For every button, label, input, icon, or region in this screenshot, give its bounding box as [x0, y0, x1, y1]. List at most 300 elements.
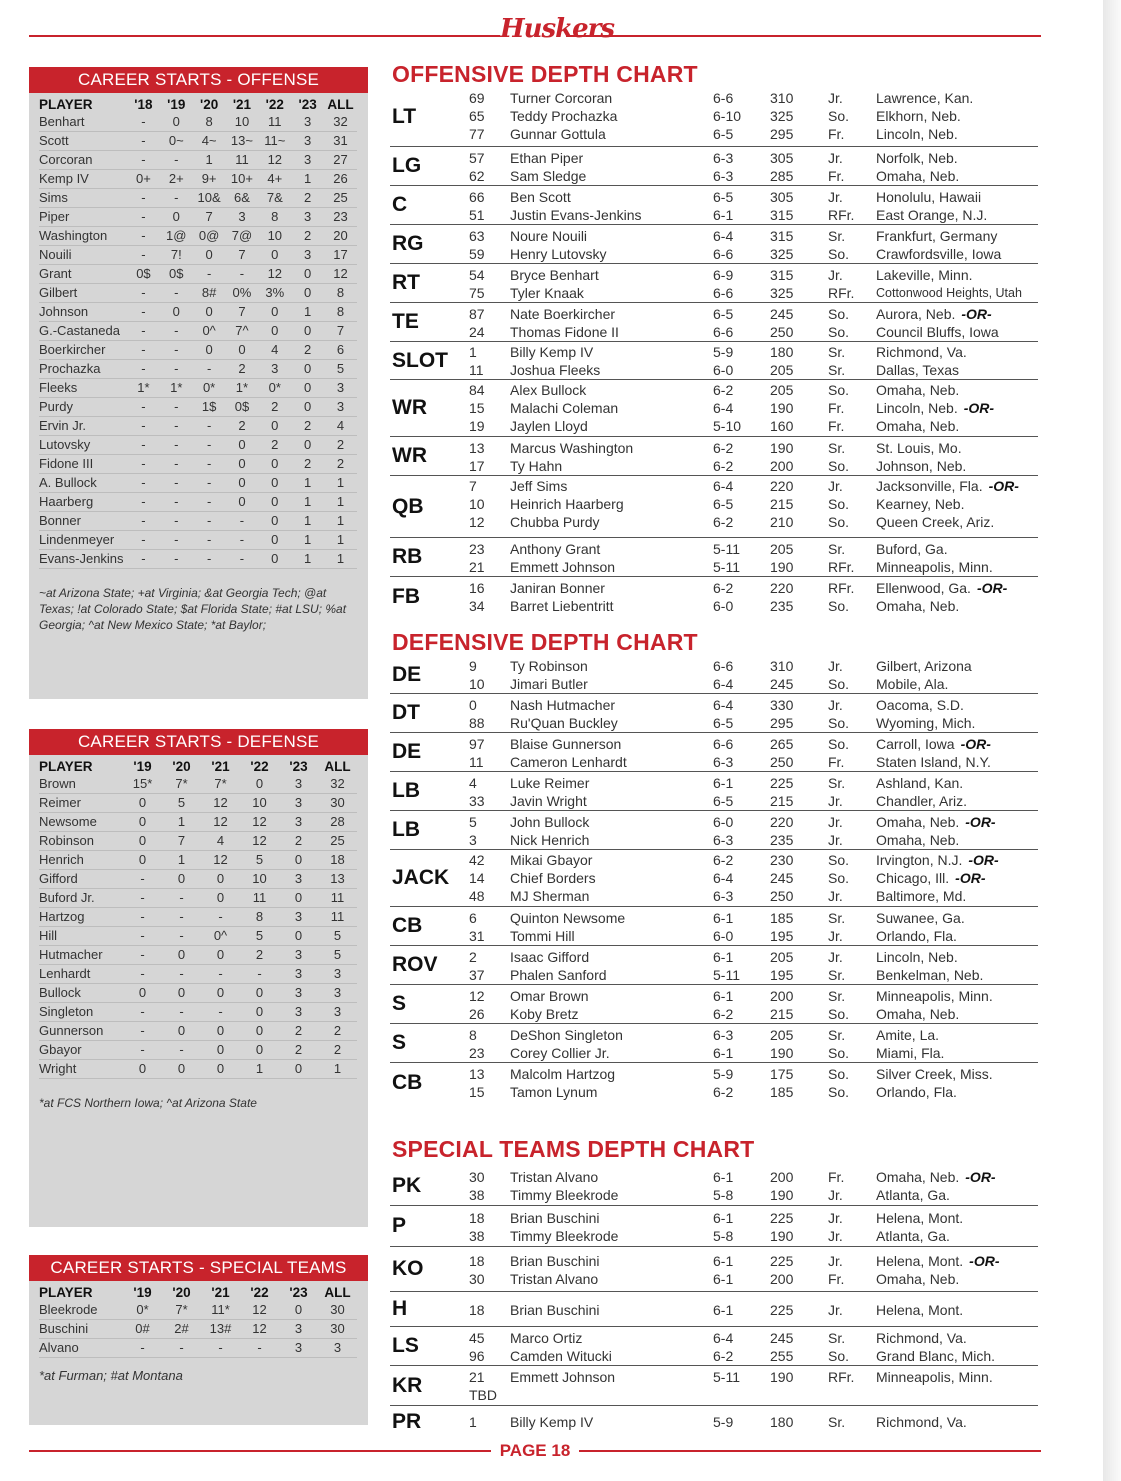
player-name: Tyler Knaak — [510, 285, 584, 301]
hometown: Ashland, Kan. — [876, 775, 964, 791]
season-column-header: '19 — [133, 1285, 152, 1300]
table-row — [39, 1041, 357, 1060]
position-label: RT — [392, 271, 420, 294]
height: 6-5 — [713, 306, 734, 322]
player-row — [390, 1368, 1038, 1386]
player-name: Billy Kemp IV — [510, 1414, 594, 1430]
starts-cell: 11 — [318, 908, 357, 927]
jersey-number: 75 — [469, 285, 485, 301]
player-name-cell: Lenhardt — [39, 965, 123, 984]
starts-cell: 4~ — [193, 132, 226, 151]
starts-cell: 0 — [193, 246, 226, 265]
starts-cell: 3 — [279, 965, 318, 984]
weight: 220 — [770, 478, 794, 494]
player-name: Nash Hutmacher — [510, 697, 616, 713]
starts-cell: 7@ — [226, 227, 259, 246]
player-row — [390, 927, 1038, 945]
jersey-number: 84 — [469, 382, 485, 398]
table-row — [39, 908, 357, 927]
season-column-header: '20 — [199, 97, 219, 112]
height: 6-1 — [713, 949, 734, 965]
starts-cell: - — [160, 322, 193, 341]
hometown: Lincoln, Neb. — [876, 949, 958, 965]
starts-cell: 12 — [201, 851, 240, 870]
class-year: So. — [828, 324, 850, 340]
starts-cell: 11 — [240, 889, 279, 908]
player-name-cell: Robinson — [39, 832, 123, 851]
starts-cell: 3 — [291, 113, 324, 132]
starts-cell: 8# — [193, 284, 226, 303]
starts-cell: 30 — [318, 1301, 357, 1320]
special-teams-depth-chart-title: SPECIAL TEAMS DEPTH CHART — [392, 1136, 755, 1162]
jersey-number: 9 — [469, 658, 477, 674]
season-column-header: '23 — [298, 97, 317, 112]
starts-cell: 0 — [226, 474, 259, 493]
starts-cell: 1 — [162, 813, 201, 832]
hometown: Council Bluffs, Iowa — [876, 324, 999, 340]
starts-cell: 0 — [193, 303, 226, 322]
weight: 190 — [770, 559, 794, 575]
player-name: Emmett Johnson — [510, 559, 616, 575]
player-name-cell: Haarberg — [39, 493, 127, 512]
class-year: So. — [828, 676, 850, 692]
starts-cell: 5 — [318, 946, 357, 965]
starts-cell: - — [193, 493, 226, 512]
starts-cell: 9+ — [193, 170, 226, 189]
player-column-header: PLAYER — [39, 759, 93, 774]
player-name: MJ Sherman — [510, 888, 590, 904]
position-group — [390, 1024, 1038, 1063]
class-year: Fr. — [828, 400, 845, 416]
starts-cell: 3 — [279, 794, 318, 813]
starts-cell: 0 — [279, 1060, 318, 1079]
starts-cell: - — [127, 151, 160, 170]
starts-cell: 0* — [258, 379, 291, 398]
jersey-number: 57 — [469, 150, 485, 166]
jersey-number: 63 — [469, 228, 485, 244]
starts-cell: 3 — [318, 965, 357, 984]
class-year: Jr. — [828, 832, 843, 848]
starts-cell: 11~ — [258, 132, 291, 151]
hometown: Lincoln, Neb. — [876, 126, 958, 142]
class-year: So. — [828, 1348, 850, 1364]
starts-cell: - — [226, 512, 259, 531]
starts-cell: 0 — [258, 322, 291, 341]
starts-cell: 10& — [193, 189, 226, 208]
player-name: Brian Buschini — [510, 1210, 600, 1226]
starts-cell: 3 — [291, 246, 324, 265]
starts-cell: - — [162, 927, 201, 946]
player-name-cell: Nouili — [39, 246, 127, 265]
jersey-number: 18 — [469, 1210, 485, 1226]
class-year: Sr. — [828, 988, 846, 1004]
height: 6-5 — [713, 126, 734, 142]
starts-cell: 0 — [291, 436, 324, 455]
starts-cell: - — [160, 550, 193, 569]
player-name-cell: Singleton — [39, 1003, 123, 1022]
player-name-cell: Prochazka — [39, 360, 127, 379]
position-label: DE — [392, 740, 422, 763]
starts-cell: 3 — [279, 908, 318, 927]
class-year: RFr. — [828, 559, 855, 575]
jersey-number: 12 — [469, 514, 485, 530]
weight: 210 — [770, 514, 794, 530]
hometown: Helena, Mont. — [876, 1253, 964, 1269]
starts-cell: 13# — [201, 1320, 240, 1339]
player-name: Turner Corcoran — [510, 90, 613, 106]
player-name: Heinrich Haarberg — [510, 496, 624, 512]
starts-cell: - — [160, 360, 193, 379]
player-name: Tommi Hill — [510, 928, 575, 944]
player-name: Jimari Butler — [510, 676, 588, 692]
starts-cell: 27 — [324, 151, 357, 170]
height: 6-0 — [713, 928, 734, 944]
position-label: RG — [392, 232, 424, 255]
starts-cell: 1 — [324, 512, 357, 531]
position-label: CB — [392, 1071, 423, 1094]
height: 5-9 — [713, 1414, 734, 1430]
jersey-number: 5 — [469, 814, 477, 830]
starts-cell: - — [160, 436, 193, 455]
starts-cell: - — [127, 132, 160, 151]
height: 6-5 — [713, 715, 734, 731]
starts-cell: 0 — [279, 927, 318, 946]
starts-cell: 1 — [324, 474, 357, 493]
starts-cell: 0* — [193, 379, 226, 398]
table-row — [39, 965, 357, 984]
player-row — [390, 987, 1038, 1005]
class-year: Fr. — [828, 1271, 845, 1287]
starts-cell: 0 — [201, 889, 240, 908]
career-starts-offense-table — [39, 93, 357, 569]
height: 5-10 — [713, 418, 742, 434]
player-name: Koby Bretz — [510, 1006, 579, 1022]
position-label: RB — [392, 545, 423, 568]
season-column-header: '19 — [133, 759, 152, 774]
jersey-number: 96 — [469, 1348, 485, 1364]
hometown: Kearney, Neb. — [876, 496, 965, 512]
jersey-number: 3 — [469, 832, 477, 848]
height: 5-9 — [713, 1066, 734, 1082]
position-label: C — [392, 193, 408, 216]
starts-cell: 0 — [258, 303, 291, 322]
starts-cell: 1$ — [193, 398, 226, 417]
weight: 220 — [770, 814, 794, 830]
hometown: Suwanee, Ga. — [876, 910, 965, 926]
weight: 225 — [770, 1253, 794, 1269]
player-row — [390, 245, 1038, 263]
hometown: Omaha, Neb. — [876, 1271, 960, 1287]
starts-cell: 2 — [279, 832, 318, 851]
player-name-cell: Hill — [39, 927, 123, 946]
table-row — [39, 417, 357, 436]
or-label: -OR- — [955, 870, 986, 886]
position-label: H — [392, 1297, 408, 1320]
jersey-number: 21 — [469, 559, 485, 575]
starts-cell: 0 — [258, 246, 291, 265]
starts-cell: 30 — [318, 1320, 357, 1339]
player-row — [390, 966, 1038, 984]
weight: 315 — [770, 207, 794, 223]
height: 5-11 — [713, 541, 740, 557]
height: 6-1 — [713, 775, 734, 791]
starts-cell: 1 — [240, 1060, 279, 1079]
height: 6-1 — [713, 1169, 734, 1185]
player-name: Phalen Sanford — [510, 967, 607, 983]
player-row — [390, 284, 1038, 302]
height: 6-2 — [713, 514, 734, 530]
jersey-number: 14 — [469, 870, 485, 886]
jersey-number: 26 — [469, 1006, 485, 1022]
hometown: Amite, La. — [876, 1027, 940, 1043]
starts-cell: 5 — [240, 851, 279, 870]
starts-cell: 8 — [324, 303, 357, 322]
player-row — [390, 89, 1038, 107]
hometown: Chandler, Ariz. — [876, 793, 968, 809]
height: 6-0 — [713, 598, 734, 614]
class-year: So. — [828, 1045, 850, 1061]
player-name: Blaise Gunnerson — [510, 736, 622, 752]
player-row — [390, 1347, 1038, 1365]
starts-cell: 0 — [160, 303, 193, 322]
position-label: LS — [392, 1334, 419, 1357]
weight: 310 — [770, 658, 794, 674]
position-label: PR — [392, 1410, 422, 1433]
starts-cell: 0 — [193, 341, 226, 360]
starts-cell: - — [127, 512, 160, 531]
jersey-number: 48 — [469, 888, 485, 904]
starts-cell: - — [127, 417, 160, 436]
career-starts-defense-panel — [29, 729, 368, 1227]
starts-cell: 0 — [258, 531, 291, 550]
class-year: Jr. — [828, 658, 843, 674]
jersey-number: 17 — [469, 458, 485, 474]
height: 5-11 — [713, 1369, 740, 1385]
weight: 195 — [770, 967, 794, 983]
player-name-cell: Gbayor — [39, 1041, 123, 1060]
position-label: WR — [392, 396, 427, 419]
class-year: RFr. — [828, 1369, 855, 1385]
hometown: Omaha, Neb. — [876, 1006, 960, 1022]
table-row — [39, 322, 357, 341]
player-name: Jaylen Lloyd — [510, 418, 588, 434]
starts-cell: 0 — [279, 851, 318, 870]
class-year: So. — [828, 108, 850, 124]
hometown: Buford, Ga. — [876, 541, 948, 557]
table-row — [39, 550, 357, 569]
player-row — [390, 851, 1038, 869]
player-row — [390, 266, 1038, 284]
hometown: Elkhorn, Neb. — [876, 108, 961, 124]
table-row — [39, 794, 357, 813]
jersey-number: 88 — [469, 715, 485, 731]
starts-cell: - — [193, 265, 226, 284]
starts-cell: 7& — [258, 189, 291, 208]
weight: 190 — [770, 1187, 794, 1203]
table-row — [39, 512, 357, 531]
table-row — [39, 284, 357, 303]
starts-cell: 5 — [240, 927, 279, 946]
class-year: Jr. — [828, 1228, 843, 1244]
weight: 310 — [770, 90, 794, 106]
weight: 245 — [770, 1330, 794, 1346]
height: 6-10 — [713, 108, 742, 124]
player-name: Joshua Fleeks — [510, 362, 601, 378]
class-year: So. — [828, 1084, 850, 1100]
player-row — [390, 1005, 1038, 1023]
table-row — [39, 379, 357, 398]
starts-cell: 0 — [291, 265, 324, 284]
weight: 160 — [770, 418, 794, 434]
class-year: So. — [828, 382, 850, 398]
position-label: KR — [392, 1373, 423, 1397]
starts-cell: 12 — [240, 1320, 279, 1339]
starts-cell: 3 — [318, 1339, 357, 1358]
height: 6-2 — [713, 1084, 734, 1100]
starts-cell: 8 — [240, 908, 279, 927]
table-row — [39, 851, 357, 870]
starts-cell: 0* — [123, 1301, 162, 1320]
starts-cell: 0 — [162, 984, 201, 1003]
career-starts-special-title: CAREER STARTS - SPECIAL TEAMS — [29, 1255, 368, 1281]
starts-cell: 0^ — [201, 927, 240, 946]
player-name: Ru'Quan Buckley — [510, 715, 618, 731]
starts-cell: - — [226, 531, 259, 550]
starts-cell: 2 — [258, 398, 291, 417]
season-column-header: '22 — [250, 1285, 269, 1300]
player-row — [390, 735, 1038, 753]
starts-cell: - — [162, 889, 201, 908]
player-name: Chubba Purdy — [510, 514, 600, 530]
class-year: Jr. — [828, 814, 843, 830]
jersey-number: 18 — [469, 1253, 485, 1269]
player-row — [390, 558, 1038, 576]
starts-cell: 12 — [201, 794, 240, 813]
weight: 215 — [770, 1006, 794, 1022]
weight: 245 — [770, 676, 794, 692]
position-group — [390, 147, 1038, 186]
jersey-number: 30 — [469, 1169, 485, 1185]
starts-cell: 1 — [291, 170, 324, 189]
player-row — [390, 813, 1038, 831]
position-group — [390, 1366, 1038, 1406]
hometown: Orlando, Fla. — [876, 928, 957, 944]
starts-cell: 3% — [258, 284, 291, 303]
jersey-number: 69 — [469, 90, 485, 106]
starts-cell: 0 — [258, 512, 291, 531]
player-row — [390, 579, 1038, 597]
table-row — [39, 1339, 357, 1358]
player-row — [390, 417, 1038, 435]
hometown: Richmond, Va. — [876, 1414, 967, 1430]
starts-cell: 3 — [324, 398, 357, 417]
starts-cell: 7* — [162, 775, 201, 794]
hometown: Wyoming, Mich. — [876, 715, 976, 731]
or-label: -OR- — [963, 400, 995, 416]
starts-cell: 7 — [226, 246, 259, 265]
starts-cell: 1 — [324, 550, 357, 569]
player-row — [390, 696, 1038, 714]
hometown: Norfolk, Neb. — [876, 150, 958, 166]
starts-cell: 31 — [324, 132, 357, 151]
height: 6-2 — [713, 458, 734, 474]
player-name-cell: Hartzog — [39, 908, 123, 927]
height: 6-3 — [713, 832, 734, 848]
starts-cell: 32 — [318, 775, 357, 794]
starts-cell: - — [160, 417, 193, 436]
season-column-header: ALL — [324, 1285, 351, 1300]
player-name-cell: Boerkircher — [39, 341, 127, 360]
season-column-header: ALL — [327, 97, 354, 112]
or-label: -OR- — [961, 306, 992, 322]
jersey-number: 12 — [469, 988, 485, 1004]
starts-cell: - — [127, 208, 160, 227]
starts-cell: 7 — [162, 832, 201, 851]
player-row — [390, 1227, 1038, 1245]
player-row — [390, 657, 1038, 675]
starts-cell: - — [240, 965, 279, 984]
position-group — [390, 476, 1038, 538]
starts-cell: 0+ — [127, 170, 160, 189]
class-year: So. — [828, 458, 850, 474]
table-row — [39, 1003, 357, 1022]
player-name-cell: Washington — [39, 227, 127, 246]
position-label: LT — [392, 105, 417, 128]
starts-cell: 0 — [123, 851, 162, 870]
starts-cell: 0 — [240, 1041, 279, 1060]
starts-cell: 0 — [258, 493, 291, 512]
starts-cell: - — [201, 965, 240, 984]
jersey-number: 11 — [469, 754, 484, 770]
class-year: Fr. — [828, 754, 845, 770]
starts-cell: 3 — [226, 208, 259, 227]
height: 6-0 — [713, 362, 734, 378]
weight: 250 — [770, 754, 794, 770]
starts-cell: 0 — [291, 398, 324, 417]
class-year: Sr. — [828, 228, 846, 244]
player-name: Luke Reimer — [510, 775, 590, 791]
table-row — [39, 889, 357, 908]
starts-cell: 5 — [318, 927, 357, 946]
jersey-number: 13 — [469, 440, 485, 456]
player-row — [390, 887, 1038, 905]
jersey-number: 97 — [469, 736, 485, 752]
weight: 200 — [770, 988, 794, 1004]
player-name-cell: G.-Castaneda — [39, 322, 127, 341]
starts-cell: 10 — [240, 870, 279, 889]
starts-cell: 1 — [291, 512, 324, 531]
table-row — [39, 984, 357, 1003]
player-name: Malcolm Hartzog — [510, 1066, 616, 1082]
weight: 205 — [770, 382, 794, 398]
player-name: Omar Brown — [510, 988, 589, 1004]
table-row — [39, 189, 357, 208]
player-name-cell: A. Bullock — [39, 474, 127, 493]
starts-cell: 7 — [193, 208, 226, 227]
hometown: Omaha, Neb. — [876, 598, 960, 614]
hometown: Oacoma, S.D. — [876, 697, 964, 713]
player-name: Mikai Gbayor — [510, 852, 593, 868]
hometown: Minneapolis, Minn. — [876, 988, 993, 1004]
player-name-cell: Lutovsky — [39, 436, 127, 455]
height: 5-11 — [713, 559, 740, 575]
table-row — [39, 398, 357, 417]
jersey-number: 15 — [469, 400, 485, 416]
position-group — [390, 264, 1038, 303]
starts-cell: 0 — [291, 322, 324, 341]
player-name-cell: Gifford — [39, 870, 123, 889]
player-row — [390, 125, 1038, 143]
